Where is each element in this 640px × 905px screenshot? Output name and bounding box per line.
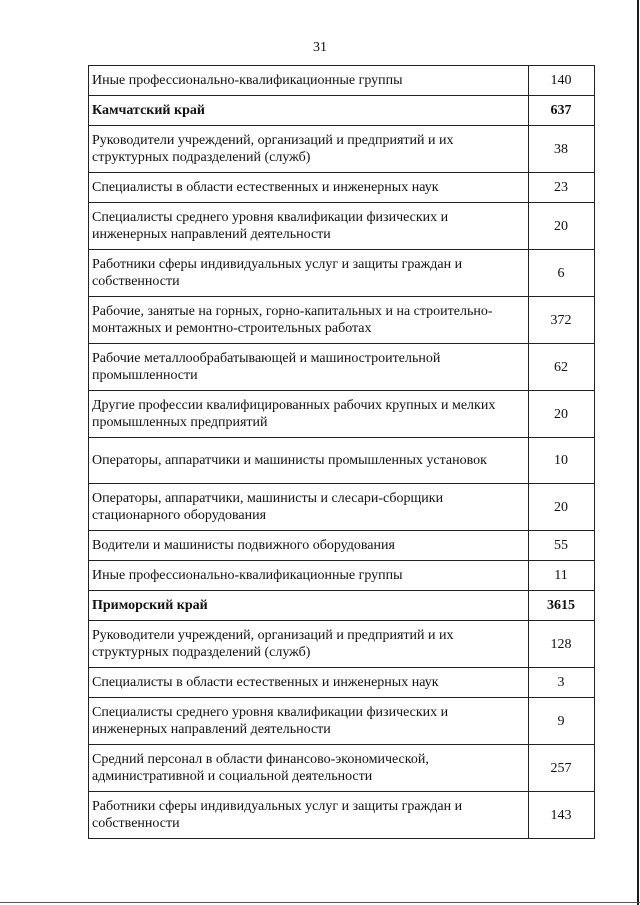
occupation-group-count: 140 xyxy=(529,66,595,96)
occupation-group-count: 10 xyxy=(529,438,595,484)
occupation-group-name: Работники сферы индивидуальных услуг и защиты граждан и собственности xyxy=(89,792,529,839)
occupation-group-name: Операторы, аппаратчики, машинисты и слесари-сборщики стационарного оборудования xyxy=(89,484,529,531)
table-row xyxy=(89,698,595,745)
occupation-group-name: Другие профессии квалифицированных рабочих крупных и мелких промышленных предприятий xyxy=(89,391,529,438)
occupation-group-count: 9 xyxy=(529,698,595,745)
scan-border-bottom xyxy=(0,902,640,903)
table-row xyxy=(89,792,595,839)
table-row xyxy=(89,621,595,668)
occupation-group-name: Иные профессионально-квалификационные группы xyxy=(89,66,529,96)
occupation-group-name: Средний персонал в области финансово-экономической, административной и социальной деятельности xyxy=(89,745,529,792)
occupation-group-count: 128 xyxy=(529,621,595,668)
table-row xyxy=(89,250,595,297)
occupation-group-count: 20 xyxy=(529,484,595,531)
table-row xyxy=(89,203,595,250)
occupation-group-count: 38 xyxy=(529,126,595,173)
table-row xyxy=(89,531,595,561)
occupation-group-count: 20 xyxy=(529,203,595,250)
region-row xyxy=(89,591,595,621)
occupation-group-name: Специалисты среднего уровня квалификации физических и инженерных направлений деятельности xyxy=(89,698,529,745)
occupation-group-count: 6 xyxy=(529,250,595,297)
table-row xyxy=(89,561,595,591)
occupation-group-name: Специалисты в области естественных и инженерных наук xyxy=(89,668,529,698)
occupation-group-name: Рабочие металлообрабатывающей и машиностроительной промышленности xyxy=(89,344,529,391)
table-row xyxy=(89,668,595,698)
occupation-group-count: 20 xyxy=(529,391,595,438)
table-row xyxy=(89,484,595,531)
occupation-group-name: Специалисты среднего уровня квалификации физических и инженерных направлений деятельности xyxy=(89,203,529,250)
occupation-group-count: 23 xyxy=(529,173,595,203)
occupation-group-name: Водители и машинисты подвижного оборудования xyxy=(89,531,529,561)
table-row xyxy=(89,438,595,484)
occupation-table xyxy=(88,65,595,839)
occupation-group-name: Рабочие, занятые на горных, горно-капитальных и на строительно-монтажных и ремонтно-строительных работах xyxy=(89,297,529,344)
occupation-group-count: 257 xyxy=(529,745,595,792)
table-row xyxy=(89,126,595,173)
table-row xyxy=(89,173,595,203)
occupation-group-count: 3 xyxy=(529,668,595,698)
occupation-group-count: 62 xyxy=(529,344,595,391)
occupation-group-name: Специалисты в области естественных и инженерных наук xyxy=(89,173,529,203)
region-total: 3615 xyxy=(529,591,595,621)
occupation-group-name: Операторы, аппаратчики и машинисты промышленных установок xyxy=(89,438,529,484)
table-row xyxy=(89,344,595,391)
occupation-group-count: 55 xyxy=(529,531,595,561)
region-row xyxy=(89,96,595,126)
table-row xyxy=(89,745,595,792)
region-name: Приморский край xyxy=(89,591,529,621)
occupation-group-name: Руководители учреждений, организаций и предприятий и их структурных подразделений (служб) xyxy=(89,621,529,668)
table-body xyxy=(89,66,595,839)
table-row xyxy=(89,66,595,96)
occupation-group-name: Руководители учреждений, организаций и предприятий и их структурных подразделений (служб) xyxy=(89,126,529,173)
occupation-group-count: 11 xyxy=(529,561,595,591)
table-row xyxy=(89,297,595,344)
page-number: 31 xyxy=(313,40,327,55)
region-name: Камчатский край xyxy=(89,96,529,126)
occupation-group-count: 143 xyxy=(529,792,595,839)
occupation-group-name: Иные профессионально-квалификационные группы xyxy=(89,561,529,591)
occupation-group-count: 372 xyxy=(529,297,595,344)
scan-border-right xyxy=(637,0,639,905)
occupation-group-name: Работники сферы индивидуальных услуг и защиты граждан и собственности xyxy=(89,250,529,297)
region-total: 637 xyxy=(529,96,595,126)
table-row xyxy=(89,391,595,438)
